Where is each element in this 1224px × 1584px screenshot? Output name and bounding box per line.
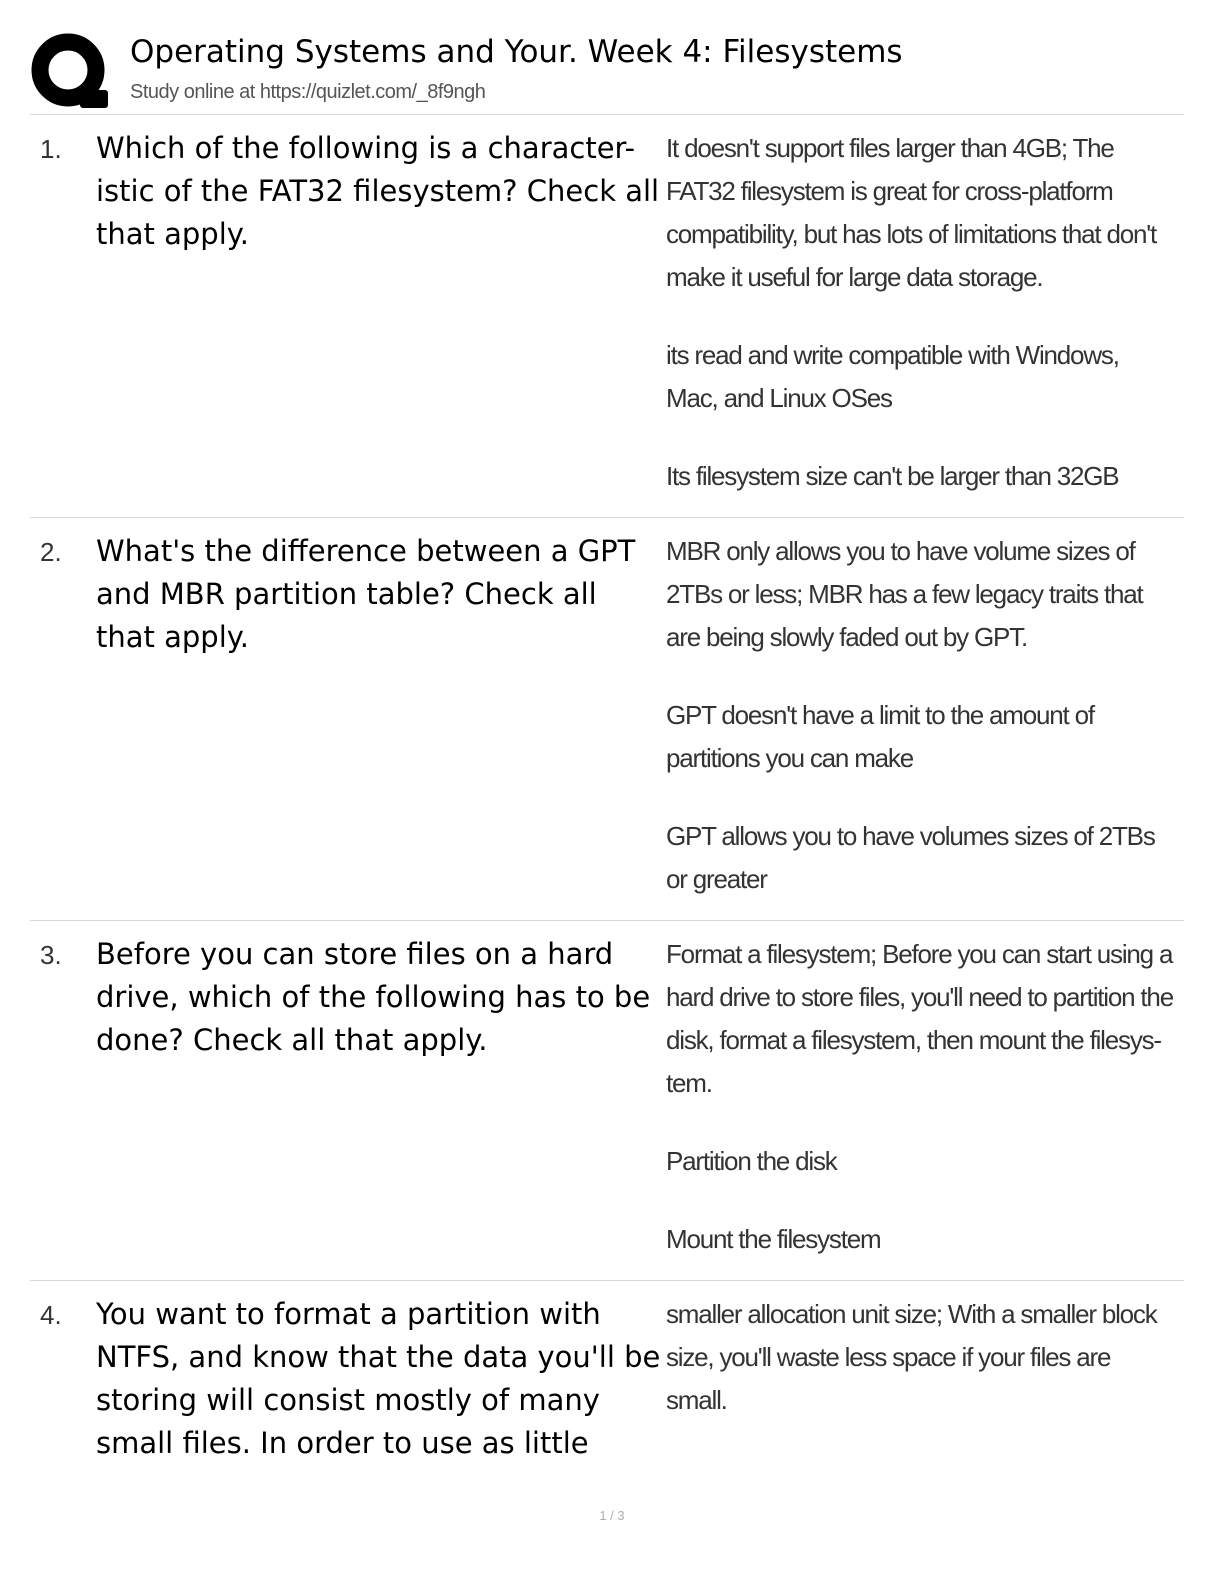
flashcard [30, 115, 1184, 518]
definition-text: its read and write compatible with Windows, Mac, and Linux OSes [666, 340, 1119, 413]
definition-text: MBR only allows you to have volume sizes of 2TBs or less; MBR has a few legacy traits that are being slowly faded out by GPT. [666, 536, 1143, 652]
page-title: Operating Systems and Your. Week 4: Filesystems [130, 34, 903, 70]
flashcard [30, 518, 1184, 921]
definition-text: Partition the disk [666, 1146, 837, 1176]
card-number: 3. [40, 940, 62, 970]
card-definition [666, 530, 1176, 901]
flashcard [30, 1281, 1184, 1481]
card-term: Which of the following is a character-istic of the FAT32 filesystem? Check all that apply. [96, 131, 660, 251]
card-number: 1. [40, 134, 62, 164]
card-definition [666, 127, 1176, 498]
card-number: 2. [40, 537, 62, 567]
definition-text: smaller allocation unit size; With a smaller block size, you'll waste less space if your files are small. [666, 1299, 1157, 1415]
card-term: You want to format a partition with NTFS, and know that the data you'll be storing will consist mostly of many small files. In order to use as little [96, 1297, 661, 1460]
study-online-link[interactable]: Study online at https://quizlet.com/_8f9ngh [130, 81, 486, 103]
quizlet-q-logo-icon [30, 32, 110, 112]
card-term: Before you can store files on a hard drive, which of the following has to be done? Check all that apply. [96, 937, 651, 1057]
definition-text: Its filesystem size can't be larger than 32GB [666, 461, 1119, 491]
definition-text: It doesn't support files larger than 4GB; The FAT32 filesystem is great for cross-platform compatibility, but has lots of limitations that don't make it useful for large data storage. [666, 133, 1157, 292]
definition-text: GPT allows you to have volumes sizes of 2TBs or greater [666, 821, 1155, 894]
definition-text: GPT doesn't have a limit to the amount of partitions you can make [666, 700, 1094, 773]
flashcard [30, 921, 1184, 1281]
card-definition [666, 933, 1176, 1261]
card-term: What's the difference between a GPT and MBR partition table? Check all that apply. [96, 534, 636, 654]
definition-text: Format a filesystem; Before you can start using a hard drive to store files, you'll need to partition the disk, format a filesystem, then mount the filesys-tem. [666, 939, 1173, 1098]
page-number: 1 / 3 [599, 1508, 625, 1523]
flashcard-list [30, 115, 1184, 1481]
card-definition [666, 1293, 1176, 1422]
definition-text: Mount the filesystem [666, 1224, 881, 1254]
card-number: 4. [40, 1300, 62, 1330]
document-header [30, 28, 1190, 114]
